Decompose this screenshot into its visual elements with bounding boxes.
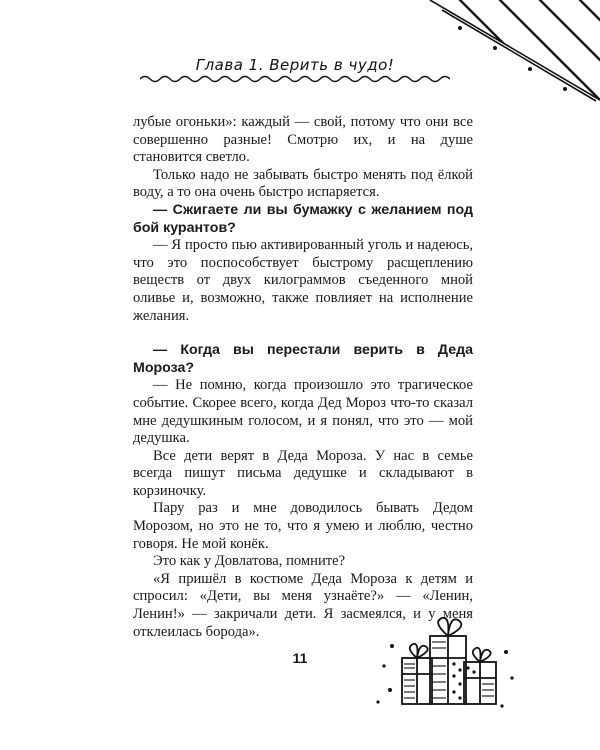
chapter-header bbox=[135, 56, 455, 84]
paragraph: лубые огоньки»: каждый — свой, потому что они все совершенно разные! Смотрю их, и на душе становится светло. bbox=[133, 114, 473, 166]
interview-answer: — Не помню, когда произошло это трагическое событие. Скорее всего, когда Дед Мороз что-то сказал мне дедушкиным голосом, и я понял, что это — мой дедушка. bbox=[133, 377, 473, 447]
paragraph: Только надо не забывать быстро менять под ёлкой воду, а то она очень быстро испаряется. bbox=[133, 166, 473, 201]
paragraph: Это как у Довлатова, помните? bbox=[153, 553, 346, 570]
header-wave-underline bbox=[140, 74, 450, 84]
corner-stripes-decoration bbox=[420, 0, 600, 110]
section-gap bbox=[133, 325, 473, 342]
interview-question: — Сжигаете ли вы бумажку с желанием под бой курантов? bbox=[133, 201, 473, 236]
body-text bbox=[133, 114, 473, 641]
chapter-title: Глава 1. Верить в чудо! bbox=[195, 56, 395, 74]
paragraph: Пару раз и мне доводилось бывать Дедом Морозом, но это не то, что я умею и люблю, честно говоря. Не мой конёк. bbox=[133, 500, 473, 552]
interview-answer: — Я просто пью активированный уголь и надеюсь, что это поспособствует быстрому расщеплению веществ от двух килограммов съеденного мной оливье и, возможно, также повлияет на исполнение желания. bbox=[133, 237, 473, 324]
gift-boxes-illustration bbox=[372, 606, 522, 716]
paragraph: Все дети верят в Деда Мороза. У нас в семье всегда пишут письма дедушке и складывают в корзиночку. bbox=[133, 447, 473, 499]
paragraph: «Я пришёл в костюме Деда Мороза к детям и спросил: «Дети, вы меня узнаёте?» — «Ленин, Ленин!» — закричали дети. Я засмеялся, и у меня отклеилась борода». bbox=[133, 570, 473, 640]
page-number: 11 bbox=[292, 650, 308, 666]
interview-question: — Когда вы перестали верить в Деда Мороза? bbox=[133, 342, 473, 376]
